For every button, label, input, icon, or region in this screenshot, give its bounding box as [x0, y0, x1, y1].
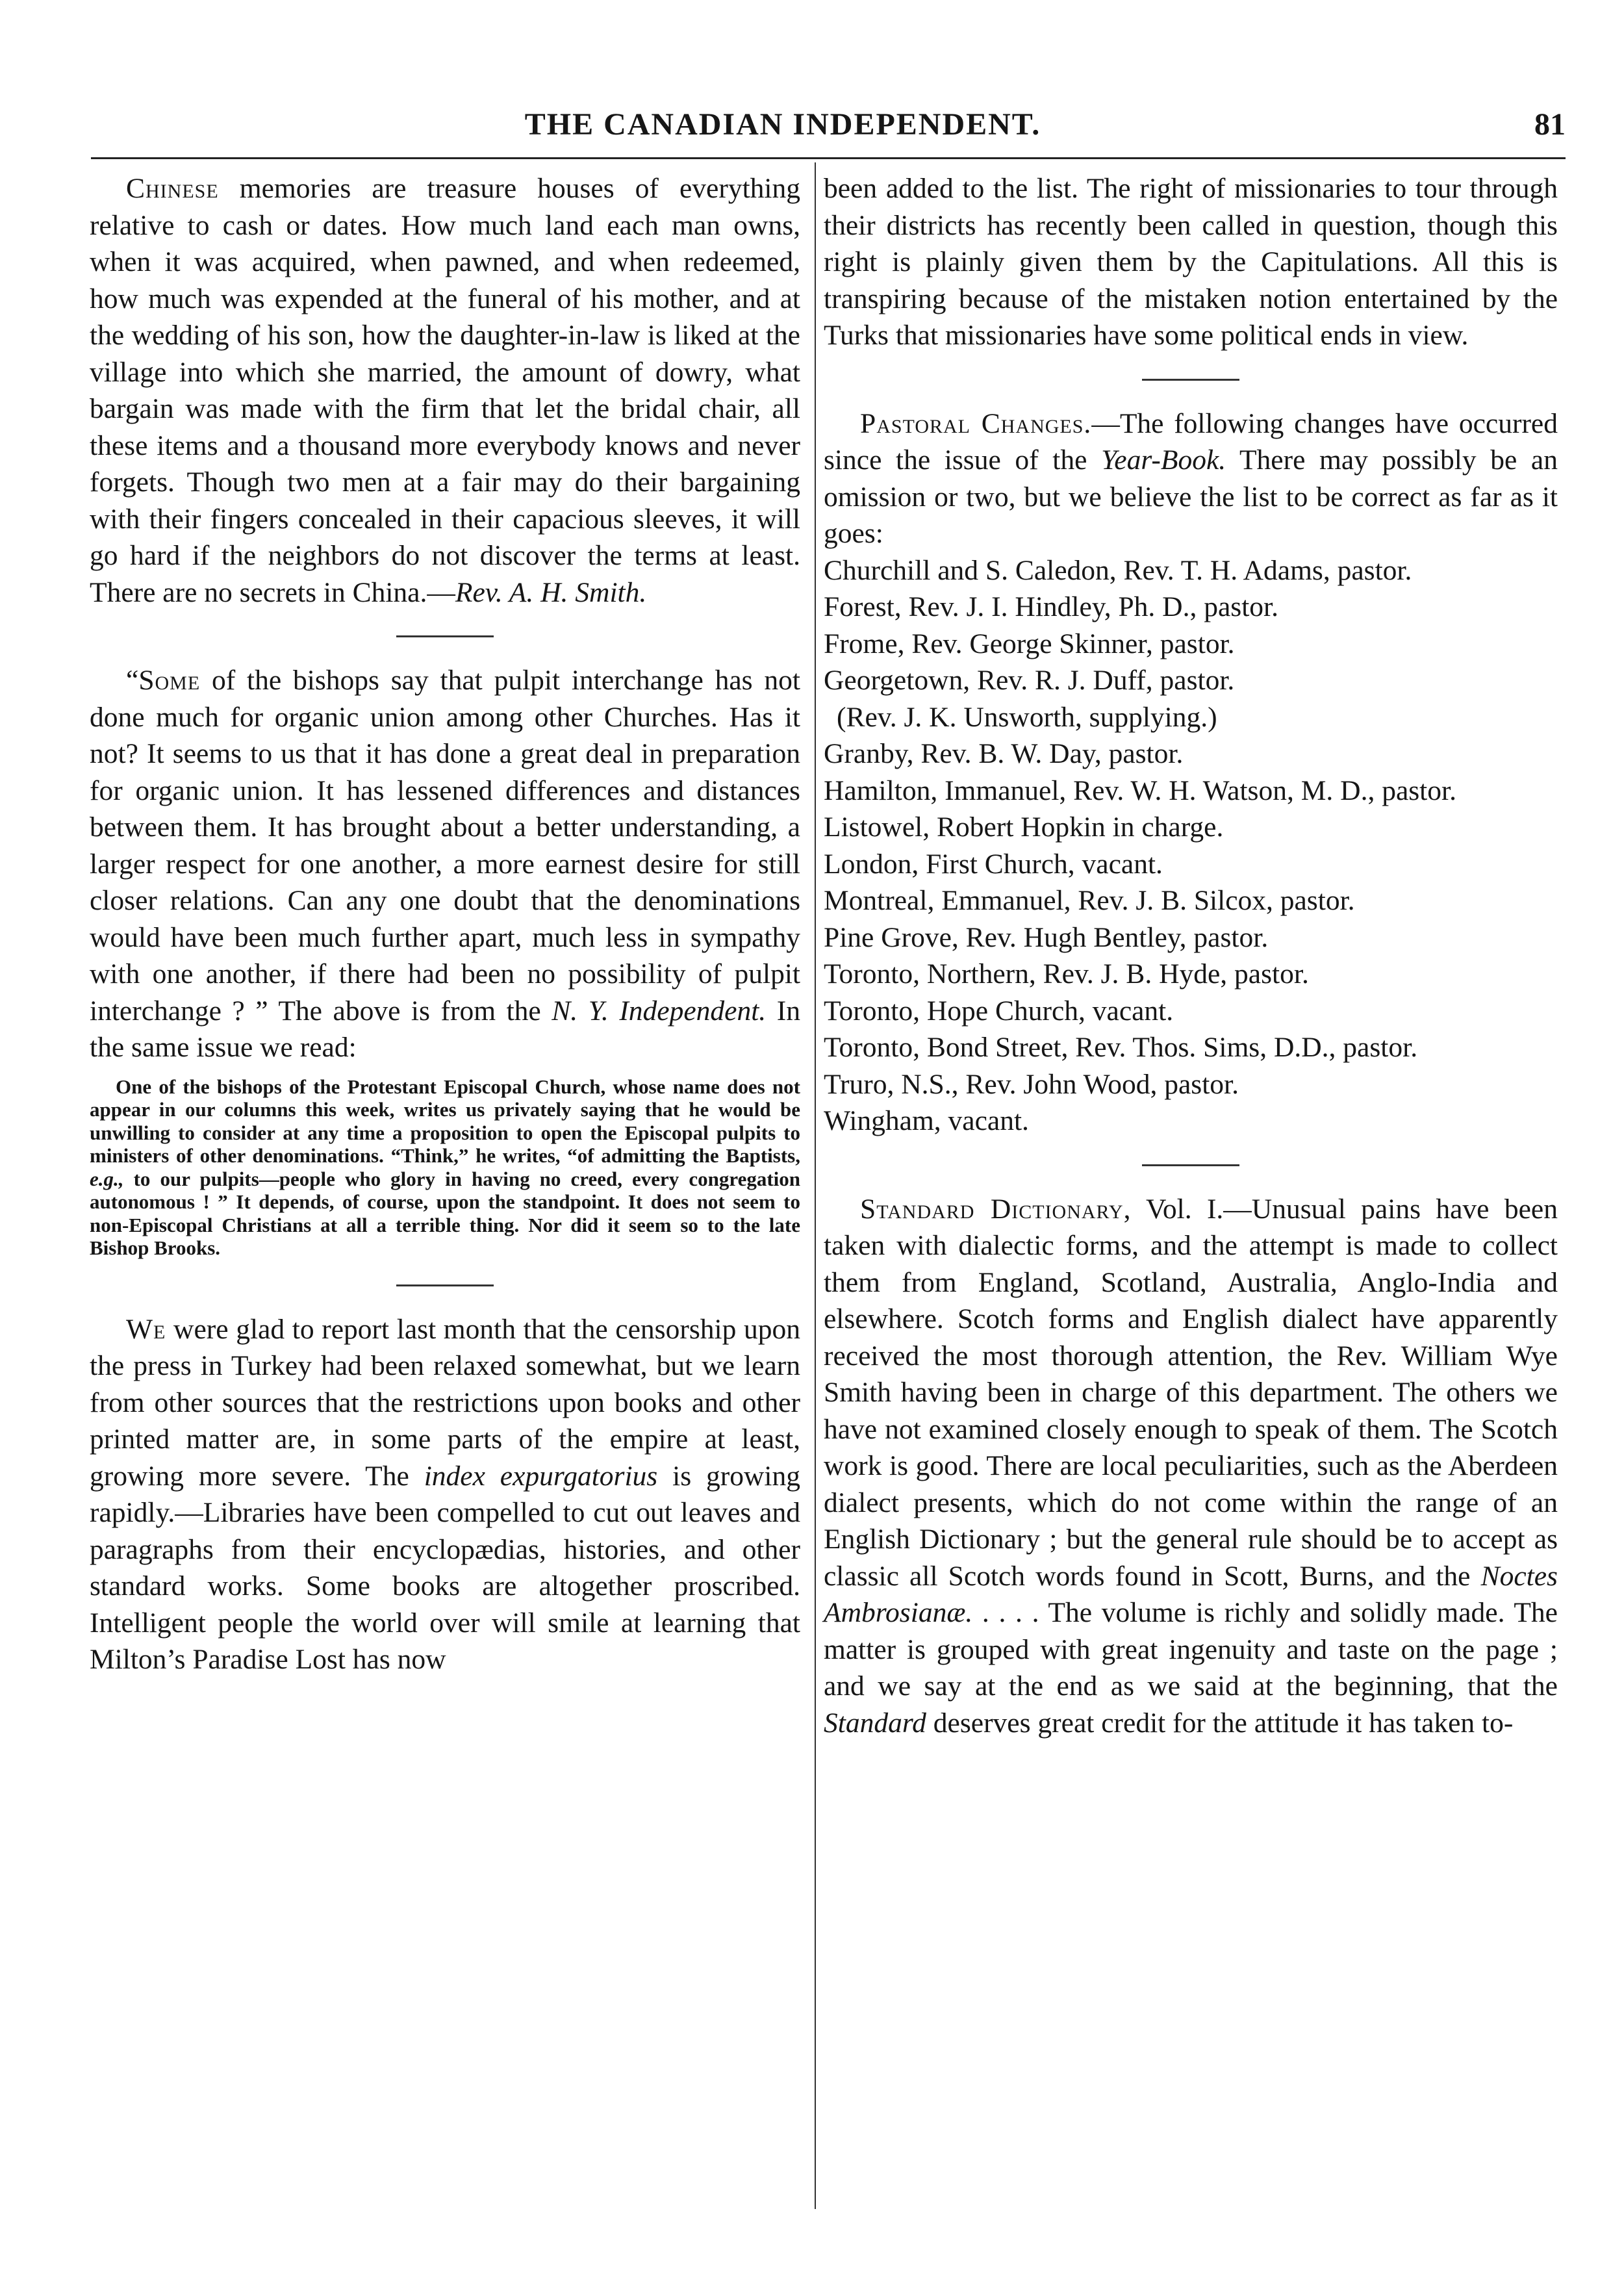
paragraph-text: —The following changes have occurred since the issue of the [824, 407, 1558, 476]
quote-text-continued: to our pulpits—people who glory in having no creed, every congregation autonomous ! ” It depends, of course, upon the standpoint. It does not seem to non-Episcopal Christians at all a terrible thing. Nor did it seem so to the late Bishop Brooks. [90, 1167, 800, 1259]
paragraph-text: memories are treasure houses of everything relative to cash or dates. How much land each man owns, when it was acquired, when pawned, and when redeemed, how much was expended at the funeral of his mother, and at the wedding of his son, how the daughter-in-law is liked at the village into which she married, the amount of dowry, what bargain was made with the firm that let the bridal chair, all these items and a thousand more everybody knows and never forgets. Though two men at a fair may do their bargaining with their fingers concealed in their capacious sleeves, it will go hard if the neighbors do not discover the terms at least. There are no secrets in China.— [90, 173, 800, 608]
list-item: Forest, Rev. J. I. Hindley, Ph. D., pastor. [824, 591, 1278, 622]
list-item: Toronto, Bond Street, Rev. Thos. Sims, D.D., pastor. [824, 1032, 1418, 1063]
list-item: Frome, Rev. George Skinner, pastor. [824, 628, 1235, 659]
quote-text: One of the bishops of the Protestant Episcopal Church, whose name does not appear in our columns this week, writes us privately saying that he would be unwilling to consider at any time a proposition to open the Episcopal pulpits to ministers of other denominations. “Think,” he writes, “of admitting the Baptists, [90, 1075, 800, 1167]
list-item: Listowel, Robert Hopkin in charge. [824, 811, 1224, 843]
pastoral-changes-paragraph [824, 405, 1558, 552]
list-item: (Rev. J. K. Unsworth, supplying.) [837, 701, 1217, 733]
lead-word: We [126, 1313, 166, 1345]
noctes-title: Noctes Ambrosianæ. [824, 1560, 1558, 1628]
list-item: London, First Church, vacant. [824, 848, 1163, 880]
pastoral-changes-list [824, 552, 1558, 1140]
lead-word: Some [138, 665, 201, 696]
left-column [90, 170, 800, 1678]
paragraph-text-continued: . . . . The volume is richly and solidly made. The matter is grouped with great ingenuity and taste on the page ; and we say at the end as we said at the beginning, that the [824, 1597, 1558, 1702]
bishops-paragraph [90, 662, 800, 1066]
lead-word: Chinese [126, 173, 219, 204]
section-separator [1142, 1164, 1239, 1166]
paragraph-text: of the bishops say that pulpit interchange has not done much for organic union among other Churches. Has it not? It seems to us that it has done a great deal in preparation for organic union. It has lessened differences and distances between them. It has brought about a better understanding, a larger respect for one another, a more earnest desire for still closer relations. Can any one doubt that the denominations would have been much further apart, much less in sympathy with one another, if there had been no possibility of pulpit interchange ? ” The above is from the [90, 665, 800, 1027]
section-separator [1142, 379, 1239, 381]
turkey-censorship-paragraph [90, 1311, 800, 1678]
running-header [0, 97, 1566, 151]
paragraph-text-continued: is growing rapidly.—Libraries have been compelled to cut out leaves and paragraphs from their encyclopædias, histories, and other standard works. Some books are altogether proscribed. Intelligent people the world over will smile at learning that Milton’s Paradise Lost has now [90, 1460, 800, 1675]
chinese-memories-paragraph [90, 170, 800, 611]
continuation-paragraph: been added to the list. The right of missionaries to tour through their districts has recently been called in question, though this right is plainly given them by the Capitulations. All this is transpiring because of the mistaken notion entertained by the Turks that missionaries have some political ends in view. [824, 173, 1558, 351]
column-divider [815, 162, 816, 2209]
list-item: Wingham, vacant. [824, 1105, 1029, 1136]
list-item: Churchill and S. Caledon, Rev. T. H. Adams, pastor. [824, 554, 1412, 586]
list-item: Granby, Rev. B. W. Day, pastor. [824, 738, 1184, 769]
standard-dictionary-paragraph [824, 1191, 1558, 1742]
paragraph-text-continued: There may possibly be an omission or two, but we believe the list to be correct as far as it goes: [824, 444, 1558, 549]
standard-title: Standard [824, 1707, 926, 1739]
paragraph-text: were glad to report last month that the censorship upon the press in Turkey had been relaxed somewhat, but we learn from other sources that the restrictions upon books and other printed matter are, in some parts of the empire at least, growing more severe. The [90, 1313, 800, 1492]
section-heading: Standard Dictionary, [860, 1193, 1132, 1225]
block-quote [90, 1075, 800, 1260]
right-column [824, 170, 1558, 1741]
paragraph-text: Vol. I.—Unusual pains have been taken with dialectic forms, and the attempt is made to collect them from England, Scotland, Australia, Anglo-India and elsewhere. Scotch forms and English dialect have apparently received the most thorough attention, the Rev. William Wye Smith having been in charge of this department. The others we have not examined closely enough to speak of them. The Scotch work is good. There are local peculiarities, such as the Aberdeen dialect presents, which do not come within the range of an English Dictionary ; but the general rule should be to accept as classic all Scotch words found in Scott, Burns, and the [824, 1193, 1558, 1592]
source-title: N. Y. Independent. [552, 995, 767, 1027]
paragraph-tail: In the same issue we read: [90, 995, 800, 1063]
section-separator [396, 1284, 494, 1286]
quote-eg: e.g., [90, 1167, 124, 1190]
list-item: Pine Grove, Rev. Hugh Bentley, pastor. [824, 921, 1269, 953]
list-item: Toronto, Northern, Rev. J. B. Hyde, pastor. [824, 958, 1309, 990]
section-separator [396, 635, 494, 637]
header-rule [91, 157, 1566, 159]
section-heading: Pastoral Changes. [860, 407, 1092, 439]
author-signature: Rev. A. H. Smith. [455, 576, 647, 608]
page-number: 81 [1534, 107, 1566, 142]
publication-title: THE CANADIAN INDEPENDENT. [524, 107, 1041, 142]
list-item: Toronto, Hope Church, vacant. [824, 995, 1174, 1027]
list-item: Georgetown, Rev. R. J. Duff, pastor. [824, 665, 1235, 696]
list-item: Hamilton, Immanuel, Rev. W. H. Watson, M. D., pastor. [824, 774, 1456, 806]
index-expurgatorius: index expurgatorius [424, 1460, 658, 1492]
year-book-title: Year-Book. [1101, 444, 1226, 476]
list-item: Montreal, Emmanuel, Rev. J. B. Silcox, pastor. [824, 885, 1355, 916]
paragraph-text-end: deserves great credit for the attitude it has taken to- [926, 1707, 1514, 1739]
list-item: Truro, N.S., Rev. John Wood, pastor. [824, 1068, 1239, 1100]
open-quote: “ [126, 665, 139, 696]
